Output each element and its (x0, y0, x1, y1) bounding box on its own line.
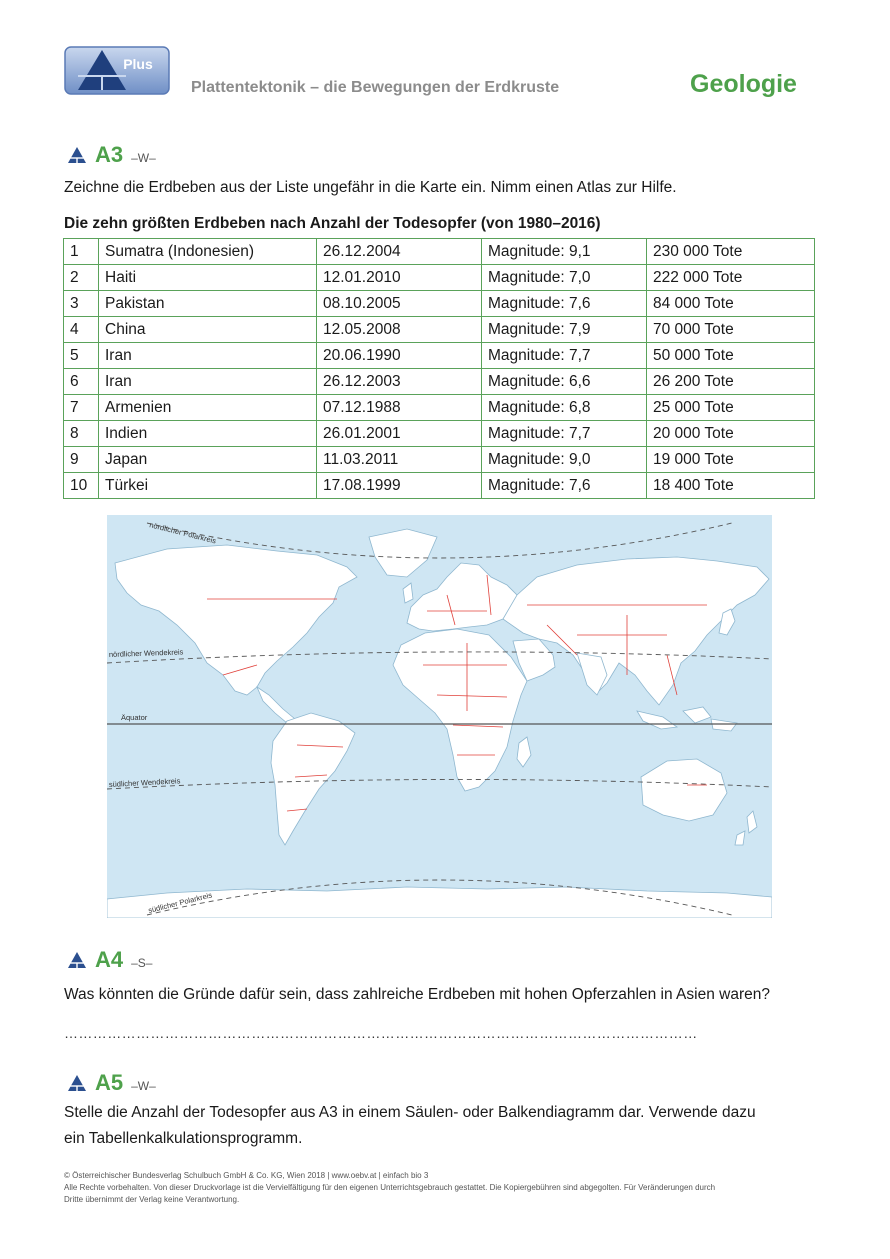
task-triangle-icon (68, 952, 86, 968)
cell-magnitude: Magnitude: 7,0 (482, 265, 647, 291)
cell-deaths: 222 000 Tote (647, 265, 815, 291)
task-a4-heading (68, 947, 152, 973)
cell-place: Japan (99, 447, 317, 473)
publisher-logo (64, 46, 170, 95)
label-north-polar: nördlicher Polarkreis (148, 520, 218, 546)
world-map (107, 515, 772, 918)
cell-deaths: 230 000 Tote (647, 239, 815, 265)
cell-rank: 9 (64, 447, 99, 473)
subject-title: Geologie (690, 70, 797, 98)
cell-rank: 10 (64, 473, 99, 499)
earthquake-table (63, 238, 815, 499)
cell-magnitude: Magnitude: 7,9 (482, 317, 647, 343)
cell-magnitude: Magnitude: 7,6 (482, 291, 647, 317)
cell-place: Indien (99, 421, 317, 447)
table-row (64, 343, 815, 369)
cell-rank: 1 (64, 239, 99, 265)
cell-deaths: 19 000 Tote (647, 447, 815, 473)
cell-date: 26.12.2004 (317, 239, 482, 265)
cell-date: 17.08.1999 (317, 473, 482, 499)
worksheet-subtitle: Plattentektonik – die Bewegungen der Erdkruste (191, 79, 560, 96)
cell-place: Iran (99, 343, 317, 369)
table-row (64, 317, 815, 343)
plus-logo-icon (64, 46, 170, 95)
cell-place: China (99, 317, 317, 343)
cell-date: 08.10.2005 (317, 291, 482, 317)
cell-magnitude: Magnitude: 7,6 (482, 473, 647, 499)
cell-date: 20.06.1990 (317, 343, 482, 369)
cell-date: 12.05.2008 (317, 317, 482, 343)
cell-deaths: 70 000 Tote (647, 317, 815, 343)
table-row (64, 473, 815, 499)
cell-date: 07.12.1988 (317, 395, 482, 421)
footer-copyright: © Österreichischer Bundesverlag Schulbuch GmbH & Co. KG, Wien 2018 | www.oebv.at | einfach bio 3 (64, 1171, 429, 1180)
cell-rank: 3 (64, 291, 99, 317)
cell-deaths: 26 200 Tote (647, 369, 815, 395)
cell-magnitude: Magnitude: 9,0 (482, 447, 647, 473)
cell-rank: 8 (64, 421, 99, 447)
task-a3-heading (68, 142, 156, 168)
cell-deaths: 20 000 Tote (647, 421, 815, 447)
cell-place: Iran (99, 369, 317, 395)
cell-deaths: 25 000 Tote (647, 395, 815, 421)
footer-disclaimer: Dritte übernimmt der Verlag keine Verantwortung. (64, 1195, 240, 1204)
table-row (64, 395, 815, 421)
label-south-polar: südlicher Polarkreis (147, 890, 213, 915)
cell-rank: 6 (64, 369, 99, 395)
cell-deaths: 84 000 Tote (647, 291, 815, 317)
cell-rank: 4 (64, 317, 99, 343)
table-title: Die zehn größten Erdbeben nach Anzahl der Todesopfer (von 1980–2016) (64, 215, 601, 232)
table-row (64, 291, 815, 317)
task-triangle-icon (68, 1075, 86, 1091)
table-row (64, 239, 815, 265)
cell-place: Haiti (99, 265, 317, 291)
cell-magnitude: Magnitude: 7,7 (482, 343, 647, 369)
cell-place: Pakistan (99, 291, 317, 317)
cell-rank: 7 (64, 395, 99, 421)
table-row (64, 421, 815, 447)
task-level: –W– (131, 1079, 156, 1093)
table-row (64, 369, 815, 395)
cell-date: 26.01.2001 (317, 421, 482, 447)
label-equator: Äquator (121, 713, 148, 722)
cell-place: Sumatra (Indonesien) (99, 239, 317, 265)
cell-rank: 5 (64, 343, 99, 369)
svg-text:Plus: Plus (123, 56, 153, 72)
answer-line[interactable]: …………………………………………………………………………………………………………………… (64, 1025, 698, 1041)
label-tropic-cancer: nördlicher Wendekreis (108, 647, 184, 659)
task-a4-question: Was könnten die Gründe dafür sein, dass zahlreiche Erdbeben mit hohen Opferzahlen in Asien waren? (64, 986, 770, 1003)
task-a3-instruction: Zeichne die Erdbeben aus der Liste ungefähr in die Karte ein. Nimm einen Atlas zur Hilfe. (64, 179, 677, 196)
label-tropic-capricorn: südlicher Wendekreis (108, 776, 181, 789)
cell-magnitude: Magnitude: 9,1 (482, 239, 647, 265)
world-map-graphic (107, 515, 772, 918)
task-triangle-icon (68, 147, 86, 163)
task-level: –S– (131, 956, 153, 970)
cell-date: 12.01.2010 (317, 265, 482, 291)
task-a5-instruction-2: ein Tabellenkalkulationsprogramm. (64, 1130, 303, 1147)
task-level: –W– (131, 151, 156, 165)
task-number: A4 (95, 947, 124, 972)
table-row (64, 447, 815, 473)
cell-deaths: 18 400 Tote (647, 473, 815, 499)
cell-deaths: 50 000 Tote (647, 343, 815, 369)
cell-place: Türkei (99, 473, 317, 499)
table-row (64, 265, 815, 291)
cell-magnitude: Magnitude: 6,6 (482, 369, 647, 395)
task-a5-instruction-1: Stelle die Anzahl der Todesopfer aus A3 in einem Säulen- oder Balkendiagramm dar. Verwende dazu (64, 1104, 756, 1121)
cell-place: Armenien (99, 395, 317, 421)
cell-magnitude: Magnitude: 7,7 (482, 421, 647, 447)
cell-magnitude: Magnitude: 6,8 (482, 395, 647, 421)
task-number: A3 (95, 142, 124, 167)
cell-date: 11.03.2011 (317, 447, 482, 473)
footer-rights: Alle Rechte vorbehalten. Von dieser Druckvorlage ist die Vervielfältigung für den eigenen Unterrichtsgebrauch gestattet. Die Kopiergebühren sind abgegolten. Für Veränderungen durch (64, 1183, 716, 1192)
task-a5-heading (68, 1070, 156, 1096)
cell-date: 26.12.2003 (317, 369, 482, 395)
task-number: A5 (95, 1070, 124, 1095)
cell-rank: 2 (64, 265, 99, 291)
